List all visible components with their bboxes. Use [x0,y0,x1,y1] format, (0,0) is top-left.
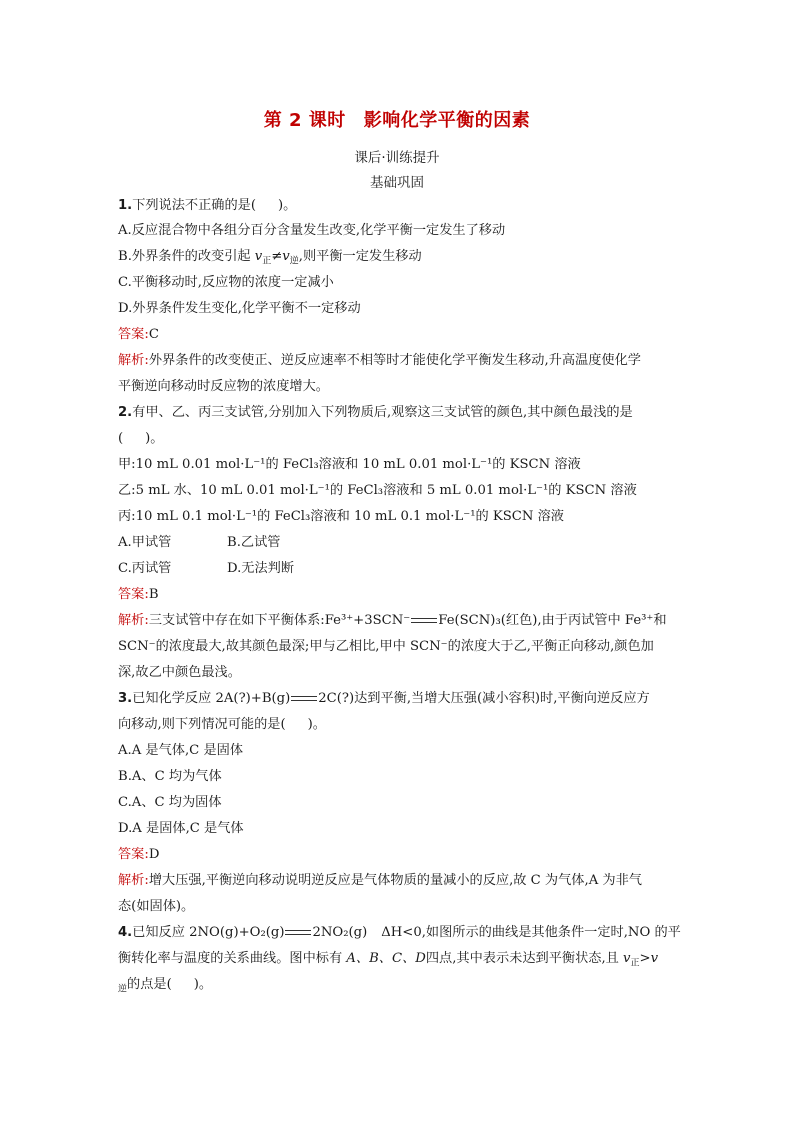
q2-tube-yi: 乙:5 mL 水、10 mL 0.01 mol·L⁻¹的 FeCl₃溶液和 5 mL 0.01 mol·L⁻¹的 KSCN 溶液 [118,483,637,498]
subtitle: 课后·训练提升 [354,150,440,166]
q2-answer: 答案:B [118,587,159,602]
q3-option-a: A.A 是气体,C 是固体 [118,743,244,758]
question-3-stem-cont: 向移动,则下列情况可能的是( )。 [118,717,326,732]
question-2-stem-cont: ( )。 [118,431,164,446]
q2-options-cd [118,560,295,578]
equilibrium-arrow-icon [411,617,437,625]
q1-answer: 答案:C [118,327,159,342]
q1-option-b: B.外界条件的改变引起 $v_正\ne v_逆$,则平衡一定发生移动 [118,249,422,267]
question-1-stem: 1.下列说法不正确的是( )。 [118,198,297,213]
section-heading: 基础巩固 [370,175,424,191]
q2-option-d: D.无法判断 [227,561,295,576]
q2-option-a: A.甲试管 [118,535,172,550]
q3-answer: 答案:D [118,847,160,862]
q2-options-ab [118,534,281,552]
equilibrium-arrow-icon [291,695,317,703]
question-3-stem: 3.已知化学反应 2A(?)+B(g) 2C(?)达到平衡,当增大压强(减小容积)时,平衡向逆反应方 [118,691,650,706]
q3-analysis: 解析:增大压强,平衡逆向移动说明逆反应是气体物质的量减小的反应,故 C 为气体,A 为非气 [118,873,642,888]
q2-option-b: B.乙试管 [227,535,281,550]
q1-analysis: 解析:外界条件的改变使正、逆反应速率不相等时才能使化学平衡发生移动,升高温度使化学 [118,353,641,368]
q3-analysis-cont: 态(如固体)。 [118,899,195,914]
question-4-stem-cont: 衡转化率与温度的关系曲线。图中标有 A、B、C、D四点,其中表示未达到平衡状态,且 $v_正>v$ [118,951,659,969]
question-2-stem: 2.有甲、乙、丙三支试管,分别加入下列物质后,观察这三支试管的颜色,其中颜色最浅的是 [118,405,633,420]
q2-option-c: C.丙试管 [118,561,172,576]
q2-analysis-cont: SCN⁻的浓度最大,故其颜色最深;甲与乙相比,甲中 SCN⁻的浓度大于乙,平衡正向移动,颜色加 [118,639,654,654]
q1-analysis-cont: 平衡逆向移动时反应物的浓度增大。 [118,379,329,394]
q1-option-c: C.平衡移动时,反应物的浓度一定减小 [118,275,334,290]
q3-option-b: B.A、C 均为气体 [118,769,222,784]
q3-option-c: C.A、C 均为固体 [118,795,222,810]
q2-tube-bing: 丙:10 mL 0.1 mol·L⁻¹的 FeCl₃溶液和 10 mL 0.1 mol·L⁻¹的 KSCN 溶液 [118,509,564,524]
question-4-stem: 4.已知反应 2NO(g)+O₂(g) 2NO₂(g) ΔH<0,如图所示的曲线是其他条件一定时,NO 的平 [118,925,681,940]
q1-option-d: D.外界条件发生变化,化学平衡不一定移动 [118,301,361,316]
question-4-stem-cont2: $_逆$的点是( )。 [118,977,213,995]
q2-analysis: 解析:三支试管中存在如下平衡体系:Fe³⁺+3SCN⁻ Fe(SCN)₃(红色),由于丙试管中 Fe³⁺和 [118,613,667,628]
q3-option-d: D.A 是固体,C 是气体 [118,821,244,836]
q2-analysis-cont2: 深,故乙中颜色最浅。 [118,665,241,680]
q2-tube-jia: 甲:10 mL 0.01 mol·L⁻¹的 FeCl₃溶液和 10 mL 0.01 mol·L⁻¹的 KSCN 溶液 [118,457,581,472]
page-title: 第 2 课时 影响化学平衡的因素 [263,110,531,131]
q1-option-a: A.反应混合物中各组分百分含量发生改变,化学平衡一定发生了移动 [118,223,506,238]
equilibrium-arrow-icon [285,929,311,937]
